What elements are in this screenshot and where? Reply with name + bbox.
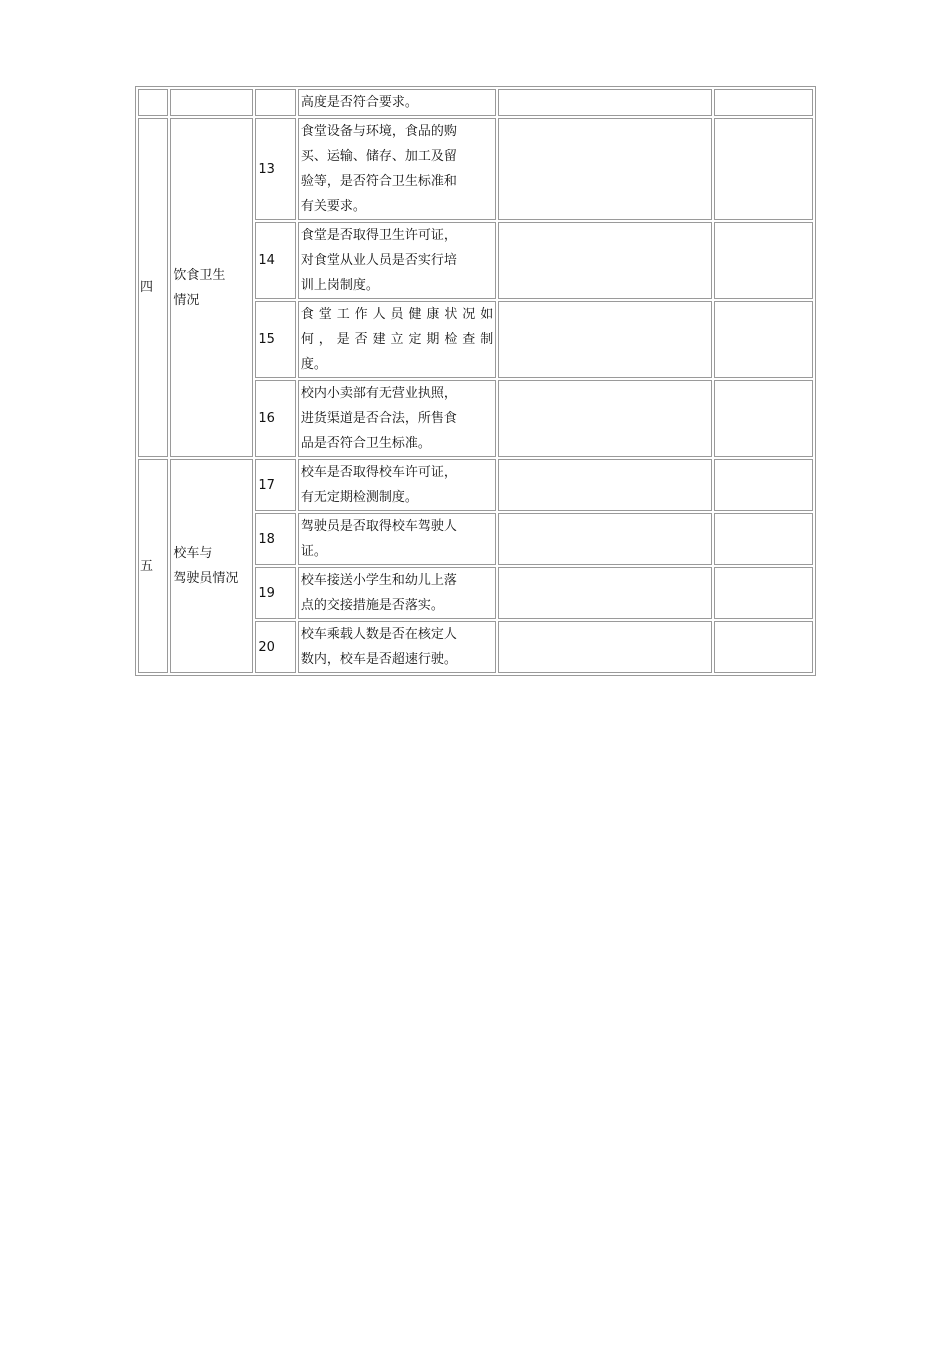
content-line: 品是否符合卫生标准。: [300, 436, 431, 451]
category-line: 校车与: [173, 546, 213, 561]
content-line: 验等，是否符合卫生标准和: [300, 174, 457, 189]
result-cell: [498, 621, 712, 673]
item-content: [298, 513, 496, 565]
result-cell: [498, 301, 712, 378]
item-content: [298, 222, 496, 299]
content-line: 点的交接措施是否落实。: [300, 598, 444, 613]
content-line: 进货渠道是否合法，所售食: [300, 411, 457, 426]
result-cell: [498, 89, 712, 116]
section-number: 四: [138, 118, 168, 457]
table-row: [138, 89, 813, 116]
content-line: 高度是否符合要求。: [300, 95, 418, 110]
section-number: 五: [138, 459, 168, 673]
result-cell: [498, 118, 712, 220]
inspection-table: [135, 86, 816, 676]
content-line: 校车是否取得校车许可证，: [300, 465, 457, 480]
item-number: 20: [255, 621, 295, 673]
content-line: 对食堂从业人员是否实行培: [300, 253, 457, 268]
section-cell: [138, 89, 168, 116]
content-line: 度。: [300, 357, 327, 372]
content-line: 训上岗制度。: [300, 278, 379, 293]
result-cell: [498, 380, 712, 457]
category-line: 驾驶员情况: [173, 571, 239, 586]
item-content: [298, 380, 496, 457]
item-number: 17: [255, 459, 295, 511]
item-content: [298, 567, 496, 619]
category-cell: [170, 89, 253, 116]
item-content: [298, 621, 496, 673]
remark-cell: [714, 222, 813, 299]
item-number: 18: [255, 513, 295, 565]
content-line: 买、运输、储存、加工及留: [300, 149, 457, 164]
section-category: [170, 118, 253, 457]
section-category: [170, 459, 253, 673]
content-line: 食堂工作人员健康状况如: [300, 307, 494, 322]
item-number: [255, 89, 295, 116]
content-line: 证。: [300, 544, 327, 559]
item-number: 14: [255, 222, 295, 299]
category-line: 饮食卫生: [173, 267, 226, 283]
item-content: [298, 459, 496, 511]
content-line: 有关要求。: [300, 199, 366, 214]
result-cell: [498, 567, 712, 619]
content-line: 校车乘载人数是否在核定人: [300, 627, 457, 642]
remark-cell: [714, 513, 813, 565]
result-cell: [498, 513, 712, 565]
item-content: [298, 301, 496, 378]
content-line: 有无定期检测制度。: [300, 490, 418, 505]
content-line: 校车接送小学生和幼儿上落: [300, 573, 457, 588]
item-content: [298, 118, 496, 220]
item-number: 13: [255, 118, 295, 220]
item-number: 16: [255, 380, 295, 457]
content-line: 驾驶员是否取得校车驾驶人: [300, 519, 457, 534]
item-number: 15: [255, 301, 295, 378]
content-line: 食堂设备与环境，食品的购: [300, 124, 457, 139]
remark-cell: [714, 118, 813, 220]
category-line: 情况: [173, 292, 200, 308]
remark-cell: [714, 621, 813, 673]
remark-cell: [714, 301, 813, 378]
content-line: 食堂是否取得卫生许可证，: [300, 228, 457, 243]
remark-cell: [714, 459, 813, 511]
remark-cell: [714, 567, 813, 619]
content-line: 何，是否建立定期检查制: [300, 332, 494, 347]
table-row: [138, 118, 813, 220]
item-content: [298, 89, 496, 116]
item-number: 19: [255, 567, 295, 619]
remark-cell: [714, 89, 813, 116]
result-cell: [498, 222, 712, 299]
result-cell: [498, 459, 712, 511]
content-line: 数内，校车是否超速行驶。: [300, 652, 457, 667]
table-row: [138, 459, 813, 511]
content-line: 校内小卖部有无营业执照，: [300, 386, 457, 401]
remark-cell: [714, 380, 813, 457]
